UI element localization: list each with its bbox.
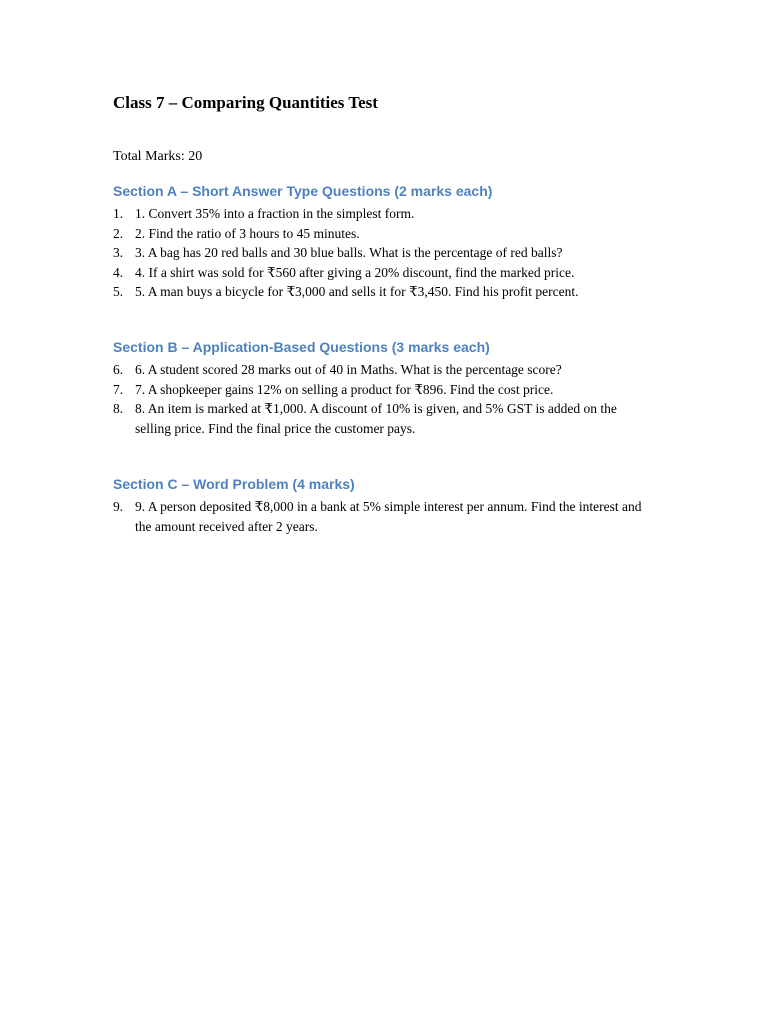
section-b-heading: Section B – Application-Based Questions (3 marks each): [113, 339, 490, 355]
question-number: 1.: [113, 206, 124, 221]
question-text: 4. If a shirt was sold for ₹560 after giving a 20% discount, find the marked price.: [135, 264, 575, 280]
section-c-heading: Section C – Word Problem (4 marks): [113, 476, 355, 492]
question-number: 4.: [113, 264, 124, 280]
question-text: 6. A student scored 28 marks out of 40 in Maths. What is the percentage score?: [135, 362, 562, 377]
question-item: [113, 224, 653, 244]
question-text: 8. An item is marked at ₹1,000. A discount of 10% is given, and 5% GST is added on the selling price. Find the final price the customer pays.: [135, 401, 617, 436]
question-item: [113, 243, 653, 263]
question-number: 5.: [113, 284, 124, 299]
question-item: [113, 282, 653, 302]
section-a-question-list: [113, 204, 653, 302]
question-item: [113, 263, 653, 283]
question-item: [113, 399, 653, 438]
question-item: [113, 380, 653, 400]
question-number: 2.: [113, 225, 124, 241]
section-a-heading: Section A – Short Answer Type Questions (2 marks each): [113, 183, 493, 199]
section-c-question-list: [113, 497, 653, 536]
question-item: [113, 360, 653, 380]
question-number: 7.: [113, 381, 124, 397]
question-text: 2. Find the ratio of 3 hours to 45 minutes.: [135, 225, 360, 241]
question-text: 9. A person deposited ₹8,000 in a bank at 5% simple interest per annum. Find the interest and the amount received after 2 years.: [135, 499, 642, 534]
question-text: 7. A shopkeeper gains 12% on selling a product for ₹896. Find the cost price.: [135, 381, 554, 397]
section-b-question-list: [113, 360, 653, 438]
question-number: 3.: [113, 245, 124, 260]
question-number: 6.: [113, 362, 124, 377]
question-text: 3. A bag has 20 red balls and 30 blue balls. What is the percentage of red balls?: [135, 245, 563, 260]
total-marks: Total Marks: 20: [113, 149, 203, 164]
question-number: 8.: [113, 401, 124, 416]
question-item: [113, 497, 653, 536]
page-title: Class 7 – Comparing Quantities Test: [113, 93, 378, 112]
question-text: 1. Convert 35% into a fraction in the simplest form.: [135, 206, 415, 221]
question-number: 9.: [113, 499, 124, 514]
question-text: 5. A man buys a bicycle for ₹3,000 and sells it for ₹3,450. Find his profit percent.: [135, 284, 579, 299]
question-item: [113, 204, 653, 224]
